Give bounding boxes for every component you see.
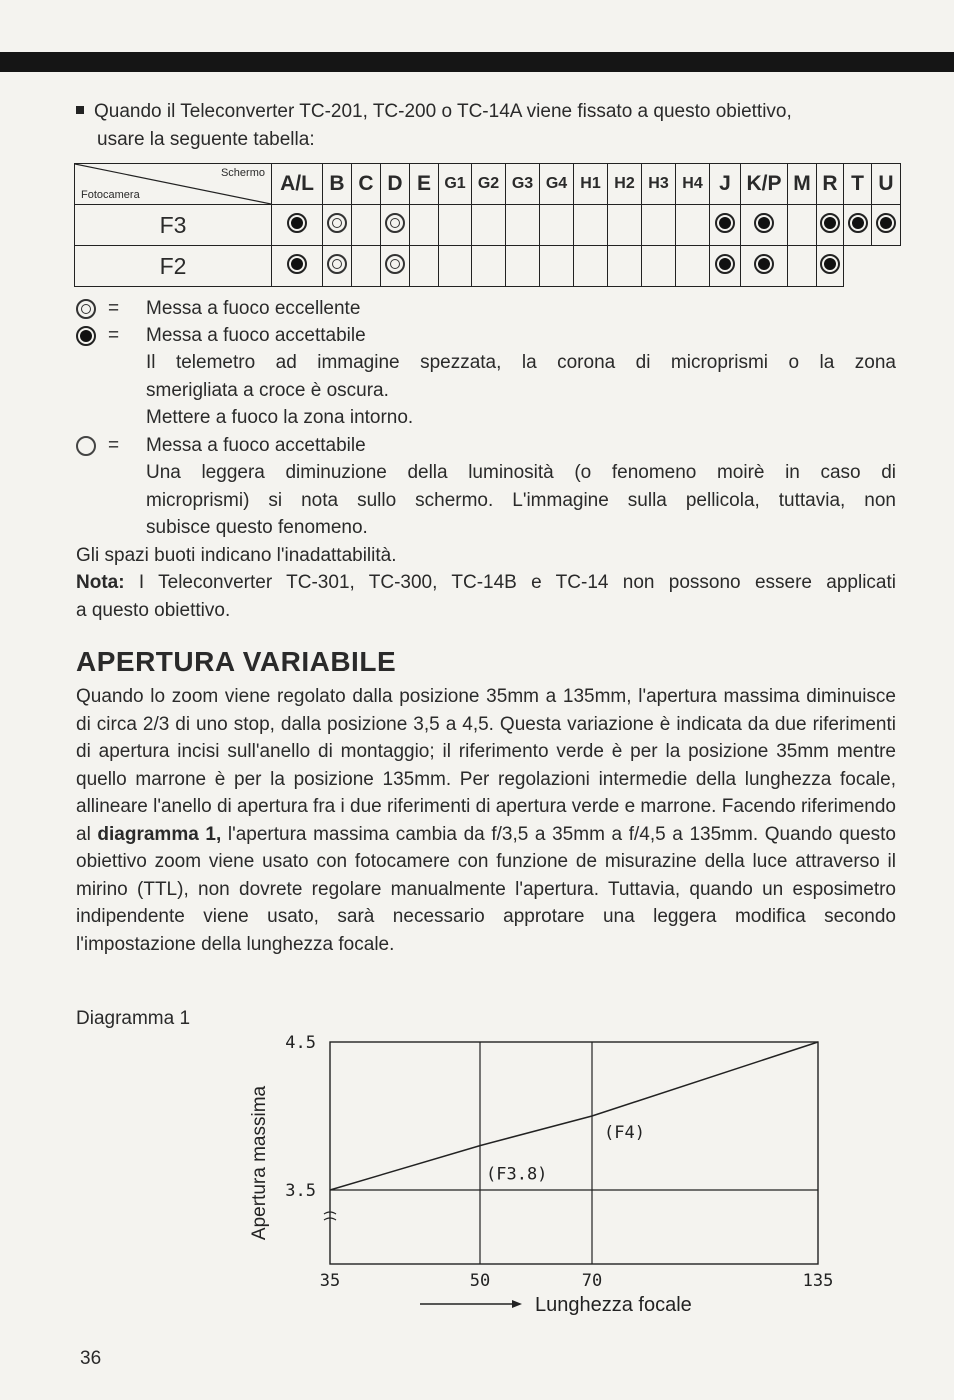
table-cell [741, 205, 788, 246]
table-cell [710, 205, 741, 246]
table-cell [381, 246, 410, 287]
table-row-f2 [75, 246, 901, 287]
table-cell [381, 205, 410, 246]
col-header: K/P [741, 164, 788, 205]
nota-paragraph [76, 569, 896, 624]
table-cell [439, 246, 472, 287]
aperture-line [330, 1042, 818, 1190]
acceptable-focus-icon [848, 213, 868, 233]
table-cell [788, 205, 817, 246]
acceptable-focus-icon [715, 213, 735, 233]
y-tick-label: 3.5 [285, 1181, 316, 1201]
annotation-f38: (F3.8) [486, 1164, 548, 1185]
table-cell [788, 246, 817, 287]
nota-line-1 [76, 569, 896, 597]
table-cell [272, 246, 323, 287]
equals-sign: = [108, 325, 120, 346]
nota-text-1: I Teleconverter TC-301, TC-300, TC-14B e TC-14 non possono essere applicati [124, 572, 896, 593]
col-header: B [323, 164, 352, 205]
table-cell [540, 246, 574, 287]
table-cell [844, 205, 872, 246]
table-cell [352, 205, 381, 246]
aperture-chart [230, 1030, 850, 1330]
teleconverter-table [74, 163, 901, 287]
excellent-focus-icon [76, 299, 96, 319]
para-text: Quando lo zoom viene regolato dalla posizione 35mm a 135mm, l'apertura massima diminuisce di circa 2/3 di uno stop, dalla posizione 3,5 a 4,5. Questa variazione è indicata da due riferimenti di apertura incisi sull'anello di montaggio; il riferimento verde è per la posizione 35mm mentre quello marrone è per la posizione 135mm. Per regolazioni intermedie della lunghezza focale, allineare l'anello di apertura fra i due riferimenti di apertura verde e marrone. Facendo riferimendo al [76, 686, 896, 845]
table-cell [710, 246, 741, 287]
x-tick-label: 50 [469, 1271, 491, 1291]
col-header: J [710, 164, 741, 205]
intro-text-1: Quando il Teleconverter TC-201, TC-200 o TC-14A viene fissato a questo obiettivo, [94, 101, 792, 122]
table-cell [574, 205, 608, 246]
table-cell [472, 246, 506, 287]
table-cell [323, 205, 352, 246]
col-header: H4 [676, 164, 710, 205]
chart-caption: Diagramma 1 [76, 1008, 191, 1029]
acceptable-focus-icon [820, 213, 840, 233]
acceptable-focus-icon [754, 254, 774, 274]
legend-acceptable-note [146, 349, 896, 432]
corner-screen-label: Schermo [220, 167, 265, 179]
col-header: H2 [608, 164, 642, 205]
table-cell [817, 246, 844, 287]
acceptable-focus-icon [287, 254, 307, 274]
col-header: U [872, 164, 901, 205]
table-corner [75, 164, 272, 205]
acceptable-focus-icon [287, 213, 307, 233]
x-tick-label: 35 [319, 1271, 341, 1291]
legend-acceptable-text: Messa a fuoco accettabile [146, 325, 366, 346]
table-cell [817, 205, 844, 246]
col-header: G4 [540, 164, 574, 205]
table-cell [439, 205, 472, 246]
table-cell [676, 246, 710, 287]
table-cell [642, 205, 676, 246]
col-header: H1 [574, 164, 608, 205]
legend-acceptable2-note [146, 459, 896, 542]
col-header: D [381, 164, 410, 205]
y-tick-label: 4.5 [285, 1033, 316, 1053]
col-header: M [788, 164, 817, 205]
bullet-square-icon [76, 106, 84, 114]
nota-label: Nota: [76, 572, 125, 593]
excellent-focus-icon [327, 254, 347, 274]
table-cell [642, 246, 676, 287]
col-header: G2 [472, 164, 506, 205]
table-cell [352, 246, 381, 287]
annotation-f4: (F4) [604, 1123, 645, 1143]
table-cell [844, 246, 872, 287]
col-header: G3 [506, 164, 540, 205]
note-line: microprismi) si nota sullo schermo. L'immagine sulla pellicola, tuttavia, non [146, 489, 896, 511]
acceptable-focus-icon [76, 326, 96, 346]
table-cell [506, 205, 540, 246]
col-header: R [817, 164, 844, 205]
acceptable-focus-icon [820, 254, 840, 274]
y-axis-label: Apertura massima [249, 1085, 270, 1241]
col-header: H3 [642, 164, 676, 205]
row-label: F3 [75, 205, 272, 246]
blank-note: Gli spazi buoti indicano l'inadattabilità. [76, 545, 397, 566]
legend-acceptable2-text: Messa a fuoco accettabile [146, 435, 366, 456]
table-row-f3 [75, 205, 901, 246]
row-label: F2 [75, 246, 272, 287]
table-cell [872, 205, 901, 246]
note-line: Mettere a fuoco la zona intorno. [146, 407, 414, 428]
table-cell [410, 205, 439, 246]
excellent-focus-icon [327, 213, 347, 233]
note-line: subisce questo fenomeno. [146, 517, 368, 538]
plot-frame [330, 1042, 818, 1264]
note-line: Una leggera diminuzione della luminosità (o fenomeno moirè in caso di [146, 462, 896, 483]
acceptable-focus-icon [715, 254, 735, 274]
acceptable-hollow-icon [76, 436, 96, 456]
intro-line-1 [76, 98, 906, 126]
page-number: 36 [80, 1348, 102, 1369]
top-rule [0, 52, 954, 72]
legend-excellent-text: Messa a fuoco eccellente [146, 298, 361, 319]
x-axis-label: Lunghezza focale [535, 1294, 692, 1316]
table-cell [272, 205, 323, 246]
table-cell [506, 246, 540, 287]
excellent-focus-icon [385, 213, 405, 233]
nota-text-2: a questo obiettivo. [76, 599, 231, 621]
col-header: A/L [272, 164, 323, 205]
col-header: T [844, 164, 872, 205]
table-cell [741, 246, 788, 287]
table-cell [872, 246, 901, 287]
table-cell [472, 205, 506, 246]
x-tick-label: 70 [581, 1271, 603, 1291]
table-cell [608, 246, 642, 287]
table-cell [676, 205, 710, 246]
excellent-focus-icon [385, 254, 405, 274]
table-cell [540, 205, 574, 246]
col-header: E [410, 164, 439, 205]
table-cell [574, 246, 608, 287]
section-title: APERTURA VARIABILE [76, 646, 397, 677]
xlabel-arrow-icon [512, 1300, 522, 1308]
intro-line-2: usare la seguente tabella: [97, 129, 315, 150]
table-header-row [75, 164, 901, 205]
col-header: C [352, 164, 381, 205]
table-cell [323, 246, 352, 287]
para-text-rest: l'apertura massima cambia da f/3,5 a 35mm a f/4,5 a 135mm. Quando questo obiettivo zoom viene usato con fotocamere con funzione de misurazine della luce attraverso il mirino (TTL), non dovrete regolare manualmente l'apertura. Tuttavia, quando un esposimetro indipendente viene usato, sarà necessario approtare una leggera modifica secondo l'impostazione della lunghezza focale. [76, 823, 896, 955]
acceptable-focus-icon [754, 213, 774, 233]
equals-sign: = [108, 298, 120, 319]
acceptable-focus-icon [876, 213, 896, 233]
note-line: Il telemetro ad immagine spezzata, la corona di microprismi o la zona [146, 352, 896, 373]
table-cell [410, 246, 439, 287]
table-cell [608, 205, 642, 246]
section-paragraph [76, 683, 896, 958]
equals-sign: = [108, 435, 120, 456]
col-header: G1 [439, 164, 472, 205]
diagram-ref: diagramma 1, [97, 823, 222, 845]
note-line: smerigliata a croce è oscura. [146, 379, 389, 401]
x-tick-label: 135 [802, 1271, 834, 1291]
corner-camera-label: Fotocamera [81, 189, 140, 201]
